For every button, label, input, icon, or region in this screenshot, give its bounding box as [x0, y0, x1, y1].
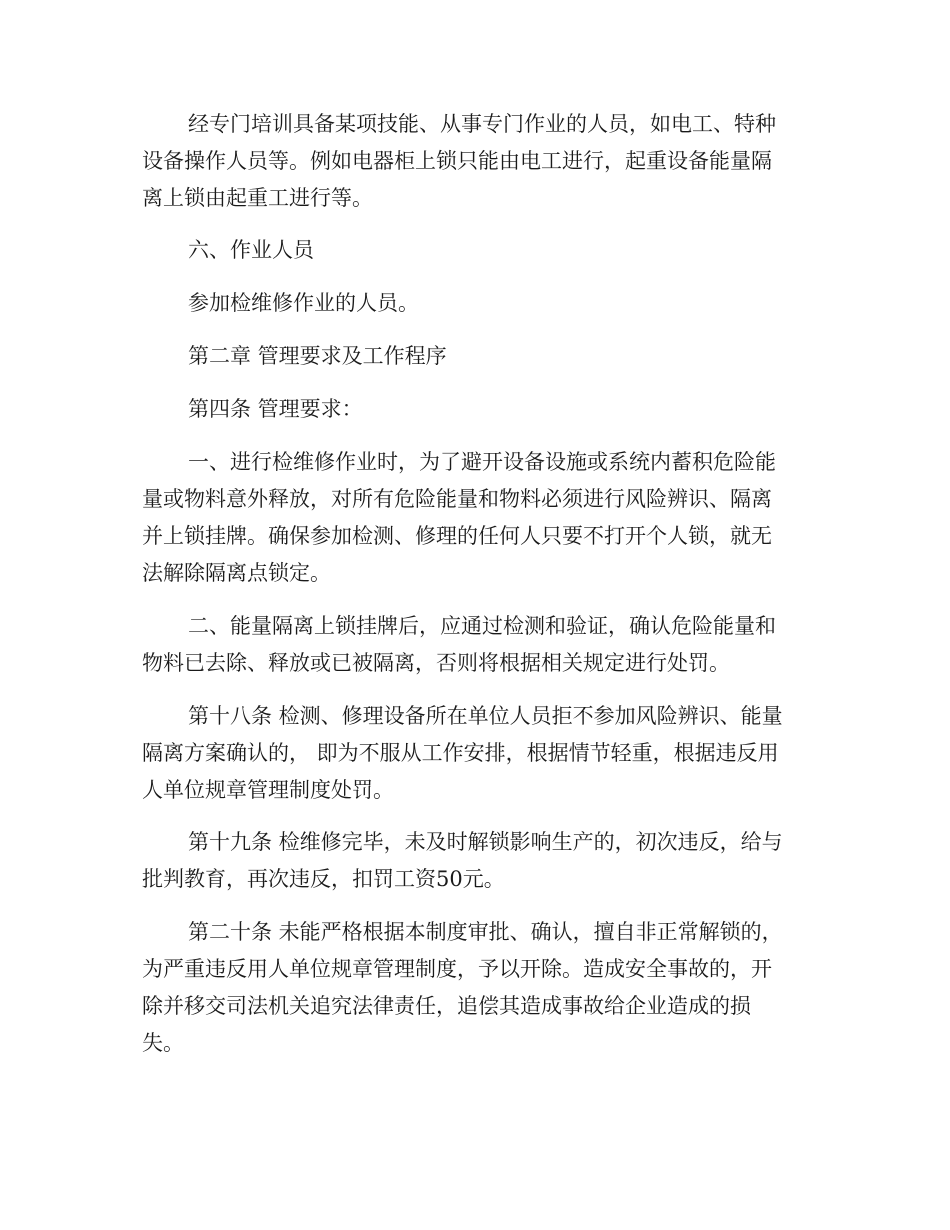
paragraph-operators-definition — [142, 285, 802, 322]
text-line: 第二十条 未能严格根据本制度审批、确认，擅自非正常解锁的， — [188, 920, 783, 944]
text-line: 为严重违反用人单位规章管理制度，予以开除。造成安全事故的，开 — [142, 957, 772, 981]
paragraph-article-19 — [142, 824, 802, 898]
text-line: 经专门培训具备某项技能、从事专门作业的人员，如电工、特种 — [188, 112, 776, 136]
text-line: 二、能量隔离上锁挂牌后，应通过检测和验证，确认危险能量和 — [188, 614, 776, 638]
article-heading — [142, 391, 802, 428]
text-line: 第四条 管理要求： — [188, 397, 363, 421]
text-line: 并上锁挂牌。确保参加检测、修理的任何人只要不打开个人锁，就无 — [142, 524, 772, 548]
text-line: 人单位规章管理制度处罚。 — [142, 778, 394, 802]
text-line: 离上锁由起重工进行等。 — [142, 186, 373, 210]
text-line: 参加检维修作业的人员。 — [188, 291, 419, 315]
text-line: 失。 — [142, 1031, 184, 1055]
text-line: 法解除隔离点锁定。 — [142, 561, 331, 585]
text-line: 六、作业人员 — [188, 238, 314, 262]
text-line: 批判教育，再次违反，扣罚工资50元。 — [142, 867, 505, 891]
paragraph-requirement-one — [142, 444, 802, 592]
text-line: 设备操作人员等。例如电器柜上锁只能由电工进行，起重设备能量隔 — [142, 149, 772, 173]
text-line: 第十八条 检测、修理设备所在单位人员拒不参加风险辨识、能量 — [188, 704, 783, 728]
paragraph-article-18 — [142, 698, 802, 809]
text-line: 隔离方案确认的， 即为不服从工作安排，根据情节轻重，根据违反用 — [142, 741, 779, 765]
text-line: 量或物料意外释放，对所有危险能量和物料必须进行风险辨识、隔离 — [142, 487, 772, 511]
section-heading-operators — [142, 232, 802, 269]
text-line: 第二章 管理要求及工作程序 — [188, 344, 447, 368]
text-line: 第十九条 检维修完毕，未及时解锁影响生产的，初次违反，给与 — [188, 830, 783, 854]
text-line: 一、进行检维修作业时，为了避开设备设施或系统内蓄积危险能 — [188, 450, 776, 474]
paragraph-requirement-two — [142, 608, 802, 682]
paragraph-article-20 — [142, 914, 802, 1062]
chapter-heading — [142, 338, 802, 375]
text-line: 除并移交司法机关追究法律责任，追偿其造成事故给企业造成的损 — [142, 994, 751, 1018]
text-line: 物料已去除、释放或已被隔离，否则将根据相关规定进行处罚。 — [142, 651, 730, 675]
paragraph-specialist-definition — [142, 106, 802, 217]
